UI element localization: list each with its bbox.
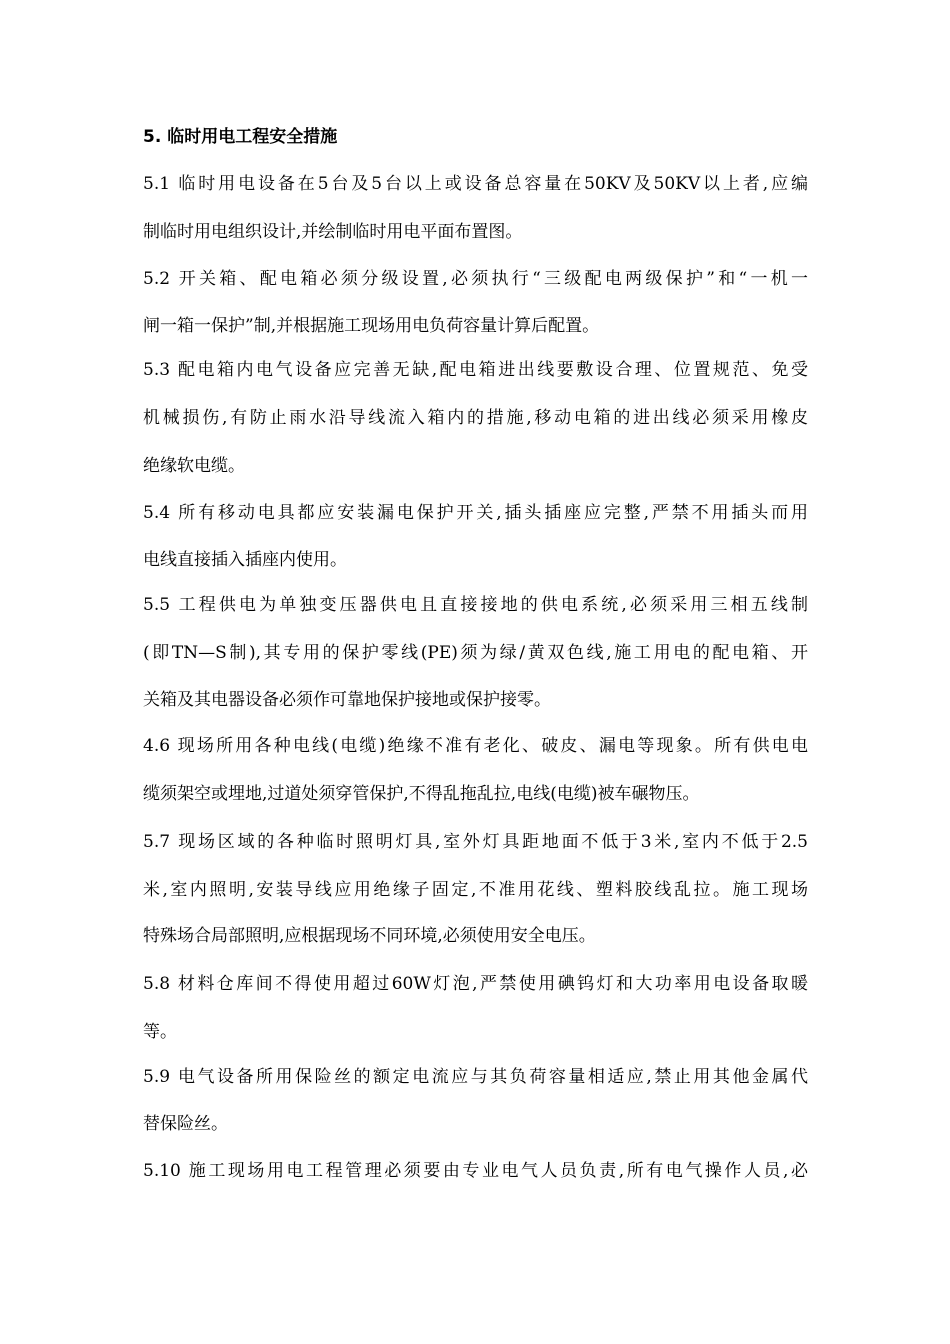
paragraph-line: 缆须架空或埋地,过道处须穿管保护,不得乱拖乱拉,电线(电缆)被车碾物压。 [143,784,700,804]
paragraph-line: 米,室内照明,安装导线应用绝缘子固定,不准用花线、塑料胶线乱拉。施工现场 [143,880,808,900]
paragraph-line: 等。 [143,1022,177,1042]
paragraph-line: 机械损伤,有防止雨水沿导线流入箱内的措施,移动电箱的进出线必须采用橡皮 [143,408,808,428]
paragraph-line: 关箱及其电器设备必须作可靠地保护接地或保护接零。 [143,690,551,710]
paragraph-line: 5.7 现场区域的各种临时照明灯具,室外灯具距地面不低于3米,室内不低于2.5 [143,832,808,852]
paragraph-line: 替保险丝。 [143,1114,228,1134]
paragraph-line: 5.5 工程供电为单独变压器供电且直接接地的供电系统,必须采用三相五线制 [143,595,808,615]
paragraph-line: (即TN—S制),其专用的保护零线(PE)须为绿/黄双色线,施工用电的配电箱、开 [143,643,808,663]
paragraph-line: 电线直接插入插座内使用。 [143,550,347,570]
paragraph-line: 5.3 配电箱内电气设备应完善无缺,配电箱进出线要敷设合理、位置规范、免受 [143,360,808,380]
paragraph-line: 5.1 临时用电设备在5台及5台以上或设备总容量在50KV及50KV以上者,应编 [143,174,808,194]
paragraph-line: 5.8 材料仓库间不得使用超过60W灯泡,严禁使用碘钨灯和大功率用电设备取暖 [143,974,808,994]
paragraph-line: 5.2 开关箱、配电箱必须分级设置,必须执行“三级配电两级保护”和“一机一 [143,269,808,289]
paragraph-line: 闸一箱一保护”制,并根据施工现场用电负荷容量计算后配置。 [143,316,600,336]
paragraph-line: 制临时用电组织设计,并绘制临时用电平面布置图。 [143,222,523,242]
paragraph-line: 5.10 施工现场用电工程管理必须要由专业电气人员负责,所有电气操作人员,必 [143,1161,808,1181]
paragraph-line: 5.4 所有移动电具都应安装漏电保护开关,插头插座应完整,严禁不用插头而用 [143,503,808,523]
paragraph-line: 4.6 现场所用各种电线(电缆)绝缘不准有老化、破皮、漏电等现象。所有供电电 [143,736,808,756]
paragraph-line: 5.9 电气设备所用保险丝的额定电流应与其负荷容量相适应,禁止用其他金属代 [143,1067,808,1087]
paragraph-line: 绝缘软电缆。 [143,456,245,476]
paragraph-line: 特殊场合局部照明,应根据现场不同环境,必须使用安全电压。 [143,926,596,946]
section-heading: 5. 临时用电工程安全措施 [143,127,338,147]
